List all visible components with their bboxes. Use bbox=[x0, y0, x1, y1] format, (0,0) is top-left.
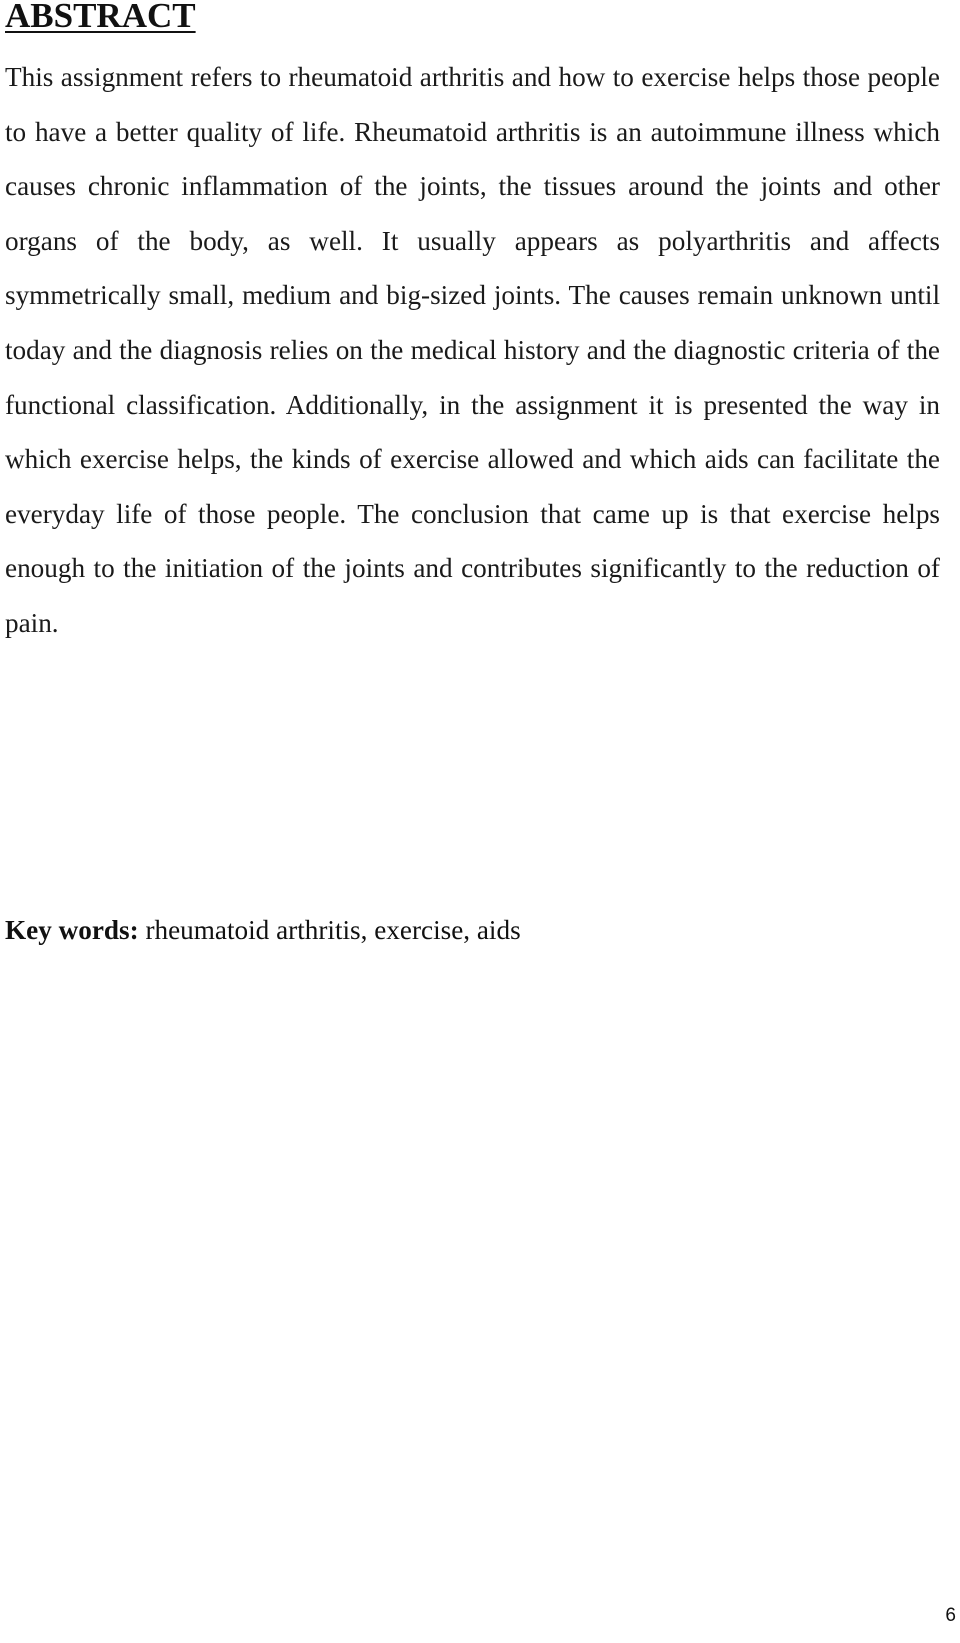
abstract-paragraph: This assignment refers to rheumatoid arthritis and how to exercise helps those people to have a better quality of life. Rheumatoid arthritis is an autoimmune illness which causes chronic inflammation of the joints, the tissues around the joints and other organs of the body, as well. It usually appears as polyarthritis and affects symmetrically small, medium and big-sized joints. The causes remain unknown until today and the diagnosis relies on the medical history and the diagnostic criteria of the functional classification. Additionally, in the assignment it is presented the way in which exercise helps, the kinds of exercise allowed and which aids can facilitate the everyday life of those people. The conclusion that came up is that exercise helps enough to the initiation of the joints and contributes significantly to the reduction of pain. bbox=[5, 62, 940, 638]
keywords-label: Key words: bbox=[5, 915, 139, 945]
abstract-heading: ABSTRACT bbox=[5, 0, 196, 35]
page-number: 6 bbox=[945, 1605, 956, 1626]
keywords-value: rheumatoid arthritis, exercise, aids bbox=[138, 915, 521, 945]
keywords-line bbox=[5, 910, 521, 950]
